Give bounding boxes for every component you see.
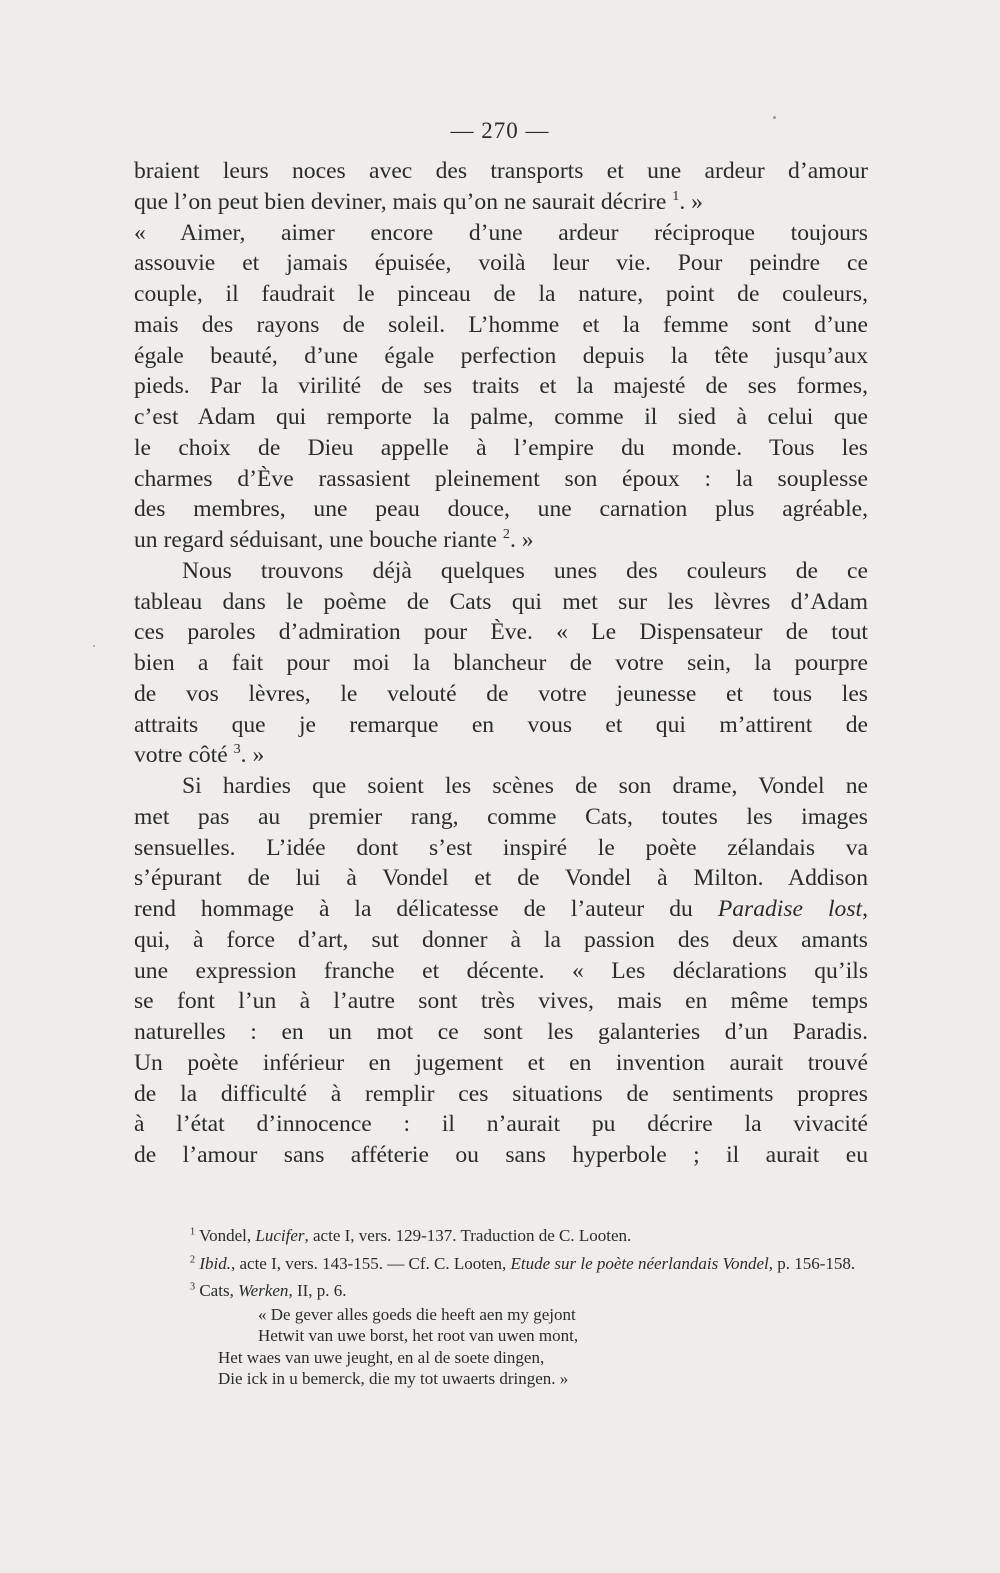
- text-line-content: que l’on peut bien deviner, mais qu’on ne saurait décrire: [134, 188, 667, 215]
- text-line: de vos lèvres, le velouté de votre jeunesse et tous les: [134, 680, 868, 707]
- text-line: assouvie et jamais épuisée, voilà leur vie. Pour peindre ce: [134, 250, 868, 277]
- footnote-number: 2: [190, 1253, 196, 1265]
- text-line: naturelles : en un mot ce sont les galanteries d’un Paradis.: [134, 1019, 868, 1045]
- footnote-number: 3: [190, 1281, 196, 1293]
- footnote-italic: Lucifer: [255, 1226, 305, 1245]
- page-number: — 270 —: [450, 118, 550, 143]
- text-line: Un poète inférieur en jugement et en invention aurait trouvé: [134, 1049, 868, 1076]
- text-line: pieds. Par la virilité de ses traits et la majesté de ses formes,: [134, 373, 868, 400]
- text-line: de la difficulté à remplir ces situations de sentiments propres: [134, 1080, 868, 1107]
- text-line: de l’amour sans afféterie ou sans hyperbole ; il aurait eu: [134, 1142, 868, 1168]
- text-line: c’est Adam qui remporte la palme, comme il sied à celui que: [134, 404, 868, 430]
- text-line: égale beauté, d’une égale perfection depuis la tête jusqu’aux: [134, 342, 868, 369]
- text-line: « Aimer, aimer encore d’une ardeur réciproque toujours: [134, 219, 868, 246]
- text-line-tail: . »: [679, 188, 703, 215]
- quote-line: Hetwit van uwe borst, het root van uwen mont,: [258, 1326, 579, 1345]
- text-line: ces paroles d’admiration pour Ève. « Le Dispensateur de tout: [134, 619, 868, 646]
- footnote-ref[interactable]: 2: [502, 526, 510, 543]
- text-line: Nous trouvons déjà quelques unes des couleurs de ce: [182, 557, 868, 584]
- quote-line: « De gever alles goeds die heeft aen my gejont: [258, 1304, 576, 1324]
- text-line: couple, il faudrait le pinceau de la nature, point de couleurs,: [134, 281, 868, 307]
- footnotes: [134, 1225, 868, 1390]
- text-line: s’épurant de lui à Vondel et de Vondel à Milton. Addison: [134, 865, 868, 892]
- footnote-text: Cats,: [199, 1281, 239, 1300]
- footnote-number: 1: [190, 1226, 196, 1238]
- text-line: bien a fait pour moi la blancheur de votre sein, la pourpre: [134, 650, 868, 676]
- italic-title: Paradise lost: [717, 896, 863, 922]
- text-line: qui, à force d’art, sut donner à la passion des deux amants: [134, 926, 868, 953]
- text-line: des membres, une peau douce, une carnation plus agréable,: [134, 496, 868, 523]
- text-line: le choix de Dieu appelle à l’empire du monde. Tous les: [134, 434, 868, 461]
- text-line: charmes d’Ève rassasient pleinement son époux : la souplesse: [134, 465, 868, 492]
- footnote-ref[interactable]: 1: [672, 187, 680, 204]
- footnote-text: , acte I, vers. 143-155. — Cf. C. Looten,: [230, 1253, 511, 1273]
- text-line: mais des rayons de soleil. L’homme et la femme sont d’une: [134, 311, 868, 338]
- text-line-tail: . »: [240, 742, 265, 769]
- text-line: [134, 187, 868, 218]
- text-line: braient leurs noces avec des transports et une ardeur d’amour: [134, 158, 868, 184]
- footnote-text: p. 156-158.: [773, 1253, 856, 1273]
- footnote-italic: Etude sur le poète néerlandais Vondel,: [510, 1253, 773, 1273]
- text-line: une expression franche et décente. « Les déclarations qu’ils: [134, 957, 868, 984]
- text-line: sensuelles. L’idée dont s’est inspiré le poète zélandais va: [134, 834, 868, 861]
- footnote-3: [134, 1280, 868, 1302]
- quote-line: Die ick in u bemerck, die my tot uwaerts dringen. »: [218, 1369, 569, 1388]
- text-line-tail: ,: [862, 896, 868, 922]
- text-line: [134, 740, 868, 771]
- paper-speck: [93, 645, 95, 647]
- text-line: tableau dans le poème de Cats qui met sur les lèvres d’Adam: [134, 588, 868, 615]
- text-line: à l’état d’innocence : il n’aurait pu décrire la vivacité: [134, 1111, 868, 1138]
- footnote-italic: Werken: [238, 1281, 289, 1300]
- text-line-content: un regard séduisant, une bouche riante: [134, 527, 497, 553]
- text-line: [134, 525, 868, 556]
- text-line: [134, 894, 868, 925]
- footnote-text: , acte I, vers. 129-137. Traduction de C. Looten.: [304, 1226, 632, 1245]
- footnote-ref[interactable]: 3: [233, 741, 241, 758]
- text-line: attraits que je remarque en vous et qui m’attirent de: [134, 711, 868, 738]
- footnote-1: [134, 1225, 868, 1247]
- footnote-italic: Ibid.: [199, 1253, 231, 1273]
- text-line: se font l’un à l’autre sont très vives, mais en même temps: [134, 988, 868, 1015]
- text-line-content: votre côté: [134, 742, 228, 769]
- text-line-tail: . »: [509, 527, 534, 553]
- footnote-2: [134, 1253, 868, 1275]
- body-text: [134, 156, 868, 1171]
- footnote-text: Vondel,: [199, 1226, 256, 1245]
- text-line-content: rend hommage à la délicatesse de l’auteur du: [134, 896, 693, 922]
- text-line: met pas au premier rang, comme Cats, toutes les images: [134, 803, 868, 830]
- quote-line: Het waes van uwe jeught, en al de soete dingen,: [218, 1347, 545, 1367]
- paper-speck: [773, 116, 776, 119]
- footnote-text: , II, p. 6.: [288, 1281, 347, 1300]
- text-line: Si hardies que soient les scènes de son drame, Vondel ne: [182, 773, 868, 799]
